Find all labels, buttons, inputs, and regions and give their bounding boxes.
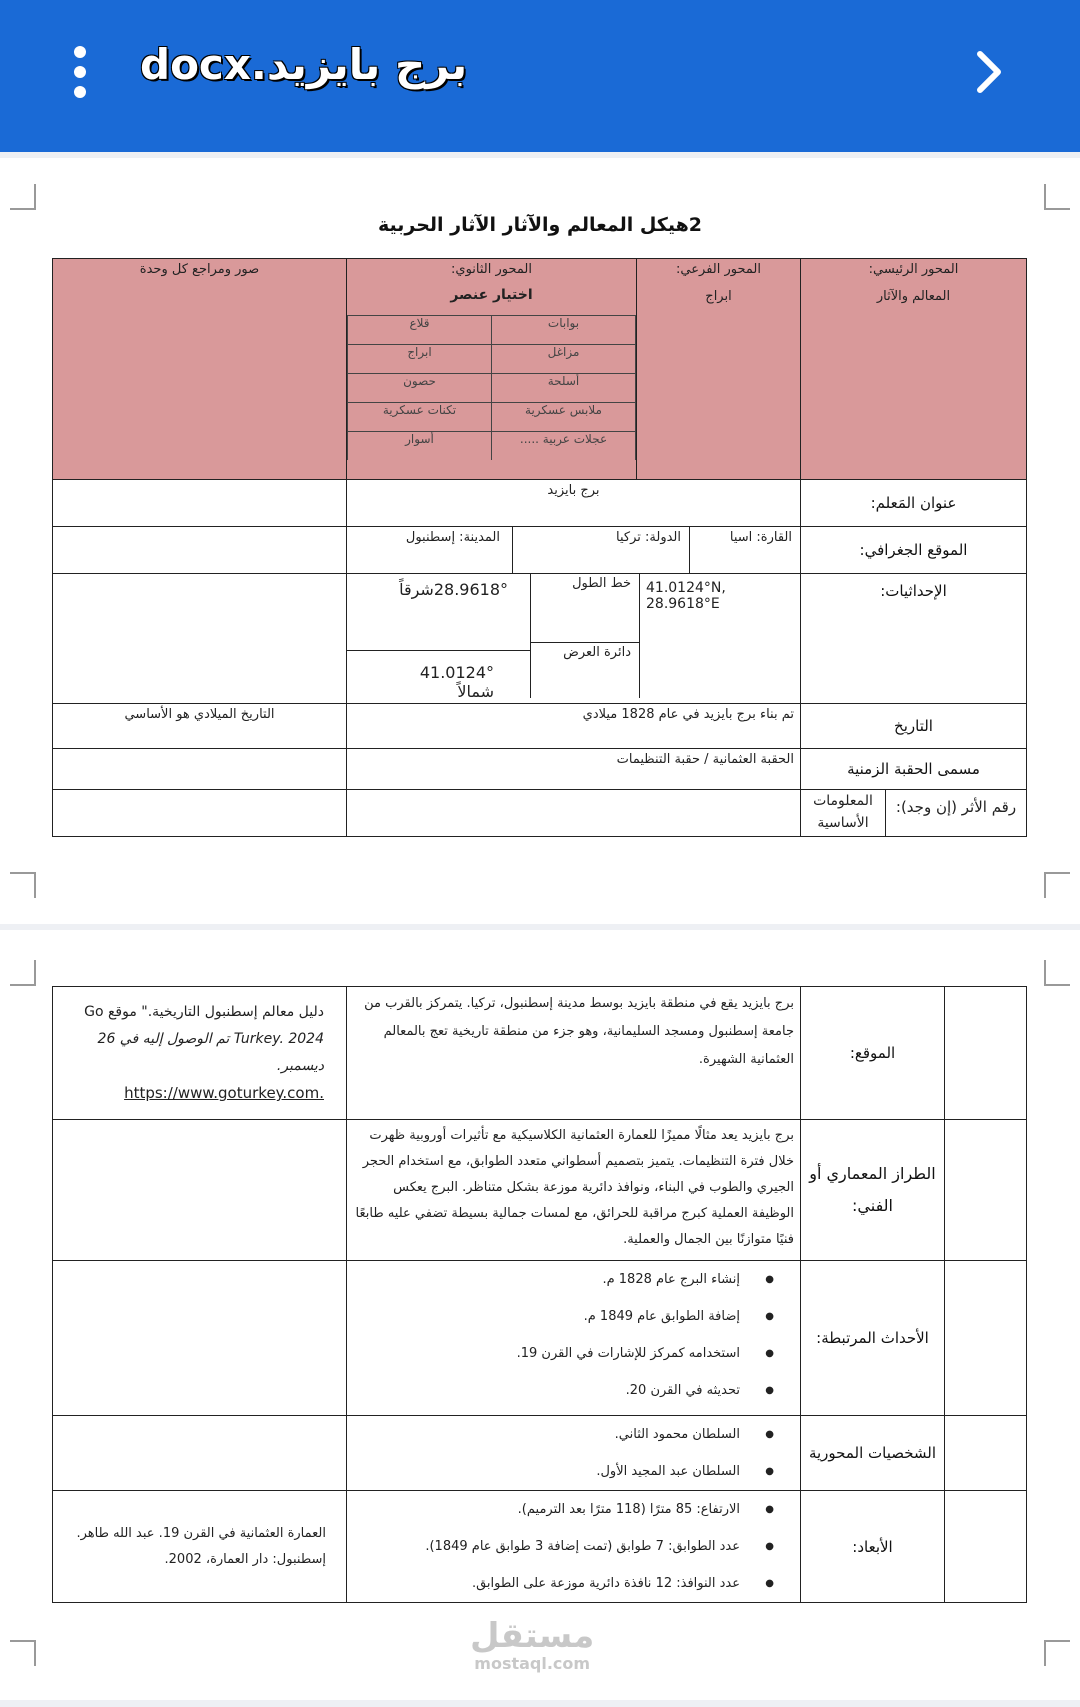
date-value: تم بناء برج بايزيد في عام 1828 ميلادي <box>582 707 794 722</box>
more-options-icon[interactable] <box>72 46 88 98</box>
item-cell: ابراج <box>348 345 492 374</box>
head-second-label: المحور الثانوي: <box>451 262 532 277</box>
lat-label: دائرة العرض <box>563 645 631 660</box>
date-label: التاريخ <box>894 717 933 735</box>
coords-value-1: 41.0124°N, <box>646 580 726 596</box>
location-ref-2: Turkey. 2024 تم الوصول إليه في 26 ديسمبر. <box>97 1031 324 1074</box>
lon-value: 28.9618°شرقاً <box>347 574 530 651</box>
document-page-1 <box>0 158 1080 924</box>
location-text: برج بايزيد يقع في منطقة بايزيد بوسط مدينة إسطنبول، تركيا. يتمركز بالقرب من جامعة إسطنبول ومسجد السليمانية، وهو جزء من منطقة تاريخية تعج بالمعالم العثمانية الشهيرة. <box>364 996 794 1067</box>
item-cell: مزاغل <box>492 345 636 374</box>
era-value: الحقبة العثمانية / حقبة التنظيمات <box>616 752 794 767</box>
dimension-item: ● الارتفاع: 85 مترًا (118 مترًا بعد الترميم). <box>347 1491 800 1528</box>
item-cell: حصون <box>348 374 492 403</box>
title-label: عنوان المَعلم: <box>870 494 957 512</box>
basic-info-label: المعلومات الأساسية <box>801 790 886 836</box>
landmark-table <box>52 258 1027 837</box>
details-table <box>52 986 1027 1603</box>
item-cell: أسوار <box>348 432 492 461</box>
head-main-value: المعالم والآثار <box>876 289 951 304</box>
item-cell: قلاع <box>348 316 492 345</box>
head-refs: صور ومراجع كل وحدة <box>139 262 260 277</box>
person-item: ● السلطان عبد المجيد الأول. <box>347 1453 800 1490</box>
dimension-item: ● عدد الطوابق: 7 طوابق (تمت إضافة 3 طوابق عام 1849). <box>347 1528 800 1565</box>
coords-label: الإحداثيات: <box>880 582 947 600</box>
app-header <box>0 0 1080 152</box>
lat-value: 41.0124° شمالاً <box>419 663 494 701</box>
person-item: ● السلطان محمود الثاني. <box>347 1416 800 1453</box>
item-cell: أسلحة <box>492 374 636 403</box>
persons-label: الشخصيات المحورية <box>808 1444 937 1462</box>
dimension-item: ● عدد النوافذ: 12 نافذة دائرية موزعة على الطوابق. <box>347 1565 800 1602</box>
number-label: رقم الأثر (إن وجد): <box>895 798 1017 816</box>
watermark-ar: مستقل <box>470 1616 595 1656</box>
select-element-dropdown[interactable]: اختيار عنصر <box>450 287 533 303</box>
item-cell: تكنات عسكرية <box>348 403 492 432</box>
date-note: التاريخ الميلادي هو الأساسي <box>124 707 275 722</box>
head-main-label: المحور الرئيسي: <box>868 262 959 277</box>
city: المدينة: إسطنبول <box>405 530 500 545</box>
coords-value-2: 28.9618°E <box>646 596 720 612</box>
watermark-en: mostaql.com <box>474 1654 591 1673</box>
event-item: ● استخدامه كمركز للإشارات في القرن 19. <box>347 1335 800 1372</box>
document-page-2 <box>0 930 1080 1700</box>
item-cell: بوابات <box>492 316 636 345</box>
item-cell: ملابس عسكرية <box>492 403 636 432</box>
chevron-right-icon[interactable] <box>968 46 1008 98</box>
location-ref-link[interactable]: https://www.goturkey.com. <box>124 1084 324 1102</box>
event-item: ● تحديثه في القرن 20. <box>347 1372 800 1409</box>
document-title: برج بايزيد.docx <box>140 40 468 89</box>
event-item: ● إضافة الطوابق عام 1849 م. <box>347 1298 800 1335</box>
country: الدولة: تركيا <box>512 527 690 573</box>
head-sub-value: ابراج <box>705 289 732 304</box>
continent: القارة: اسيا <box>729 530 792 545</box>
style-label: الطراز المعماري أو الفني: <box>809 1164 936 1215</box>
dims-ref-2: إسطنبول: دار العمارة، 2002. <box>164 1551 326 1567</box>
head-sub-label: المحور الفرعي: <box>676 262 761 277</box>
event-item: ● إنشاء البرج عام 1828 م. <box>347 1261 800 1298</box>
item-cell: عجلات عربية ..... <box>492 432 636 461</box>
watermark-logo <box>470 1618 594 1673</box>
style-text: برج بايزيد يعد مثالًا مميزًا للعمارة العثمانية الكلاسيكية مع تأثيرات أوروبية ظهرت خلال فترة التنظيمات. يتميز بتصميم أسطواني متعدد الطوابق، مع استخدام الحجر الجيري والطوب في البناء، ونوافذ دائرية موزعة بشكل متناظر. البرج يعكس الوظيفة العملية كبرج مراقبة للحرائق، مع لمسات جمالية بسيطة تضفي عليه طابعًا فنيًا متوازنًا بين الجمال والعملية. <box>355 1128 794 1247</box>
geo-label: الموقع الجغرافي: <box>859 541 968 559</box>
events-label: الأحداث المرتبطة: <box>816 1329 929 1347</box>
dims-label: الأبعاد: <box>852 1537 893 1556</box>
location-label: الموقع: <box>849 1044 896 1062</box>
title-value: برج بايزيد <box>547 483 600 498</box>
page-heading: 2هيكل المعالم والآثار الآثار الحربية <box>377 214 703 236</box>
dims-ref-1: العمارة العثمانية في القرن 19. عبد الله طاهر. <box>76 1525 326 1541</box>
lon-label: خط الطول <box>531 574 639 643</box>
location-ref-1: دليل معالم إسطنبول التاريخية." موقع Go <box>84 1004 324 1020</box>
era-label: مسمى الحقبة الزمنية <box>847 760 980 778</box>
